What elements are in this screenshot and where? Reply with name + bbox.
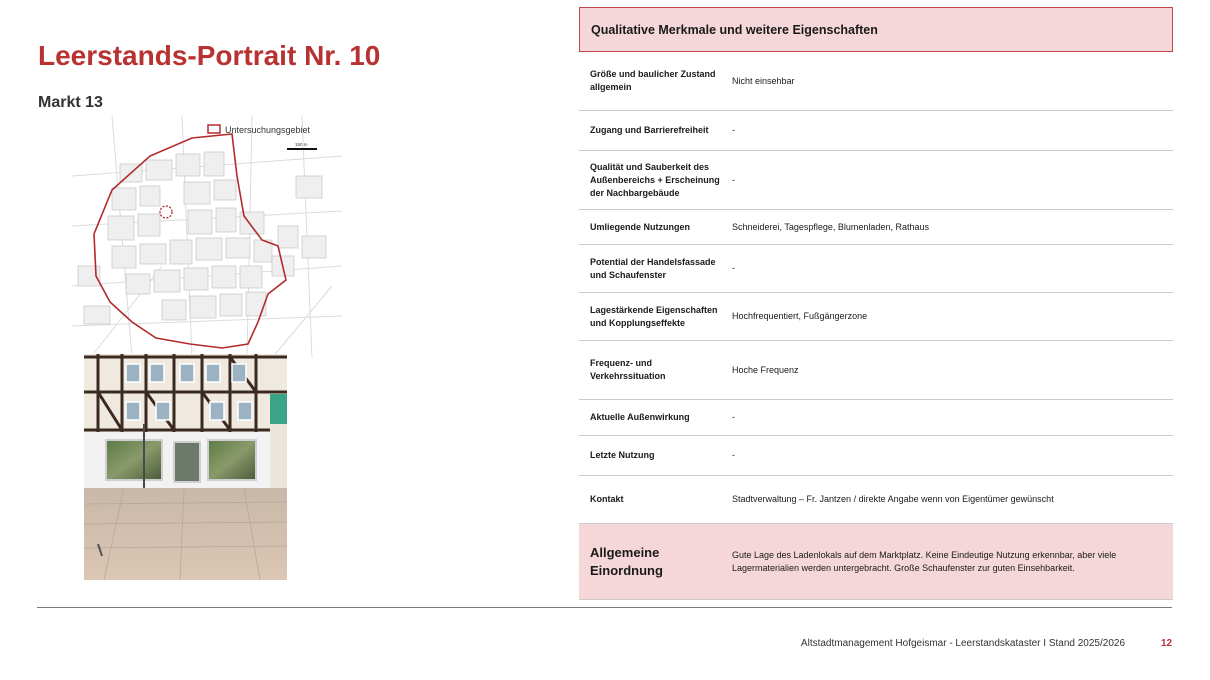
row-value: - xyxy=(732,125,735,135)
row-label: Frequenz- und Verkehrssituation xyxy=(590,358,666,381)
address-subtitle: Markt 13 xyxy=(38,94,103,111)
table-row xyxy=(579,245,1173,293)
row-label: Kontakt xyxy=(590,494,624,504)
footer-divider xyxy=(37,607,1172,608)
scale-label: 150 m xyxy=(295,142,308,147)
page-number: 12 xyxy=(1161,638,1173,649)
facade-photo xyxy=(84,354,287,580)
row-value: Schneiderei, Tagespflege, Blumenladen, Rathaus xyxy=(732,221,929,232)
row-value: Stadtverwaltung – Fr. Jantzen / direkte Angabe wenn von Eigentümer gewünscht xyxy=(732,494,1054,504)
properties-table xyxy=(579,7,1173,600)
summary-value: Gute Lage des Ladenlokals auf dem Marktplatz. Keine Eindeutige Nutzung erkennbar, aber viele Lagermaterialien werden untergebracht. Große Schaufenster zur guten Einsehbarkeit. xyxy=(732,549,1117,573)
location-map xyxy=(72,116,342,358)
page-title: Leerstands-Portrait Nr. 10 xyxy=(38,40,381,71)
table-row xyxy=(579,111,1173,151)
row-label: Letzte Nutzung xyxy=(590,450,655,460)
table-row xyxy=(579,293,1173,341)
row-value: - xyxy=(732,412,735,422)
summary-row xyxy=(579,524,1173,600)
row-value: - xyxy=(732,263,735,273)
row-label: Umliegende Nutzungen xyxy=(590,221,691,232)
row-label: Aktuelle Außenwirkung xyxy=(590,412,690,422)
table-row xyxy=(579,52,1173,111)
table-row xyxy=(579,151,1173,210)
row-value: Hochfrequentiert, Fußgängerzone xyxy=(732,311,868,321)
table-header: Qualitative Merkmale und weitere Eigenschaften xyxy=(579,7,1173,52)
row-value: Hoche Frequenz xyxy=(732,364,799,375)
legend-swatch xyxy=(208,125,220,133)
summary-label: Allgemeine Einordnung xyxy=(590,544,663,578)
table-row xyxy=(579,476,1173,524)
row-label: Lagestärkende Eigenschaften und Kopplungseffekte xyxy=(590,304,718,328)
row-label: Qualität und Sauberkeit des Außenbereichs + Erscheinung der Nachbargebäude xyxy=(590,161,720,198)
table-row xyxy=(579,436,1173,476)
table-row xyxy=(579,400,1173,436)
table-row xyxy=(579,341,1173,400)
row-value: - xyxy=(732,174,735,185)
row-label: Zugang und Barrierefreiheit xyxy=(590,125,709,135)
footer-text: Altstadtmanagement Hofgeismar - Leerstandskataster I Stand 2025/2026 xyxy=(800,638,1125,649)
legend-label: Untersuchungsgebiet xyxy=(225,125,311,135)
row-label: Größe und baulicher Zustand allgemein xyxy=(590,69,716,92)
scale-bar xyxy=(287,148,317,150)
row-value: Nicht einsehbar xyxy=(732,75,795,86)
table-row xyxy=(579,210,1173,245)
row-label: Potential der Handelsfassade und Schaufenster xyxy=(590,256,716,280)
row-value: - xyxy=(732,450,735,460)
